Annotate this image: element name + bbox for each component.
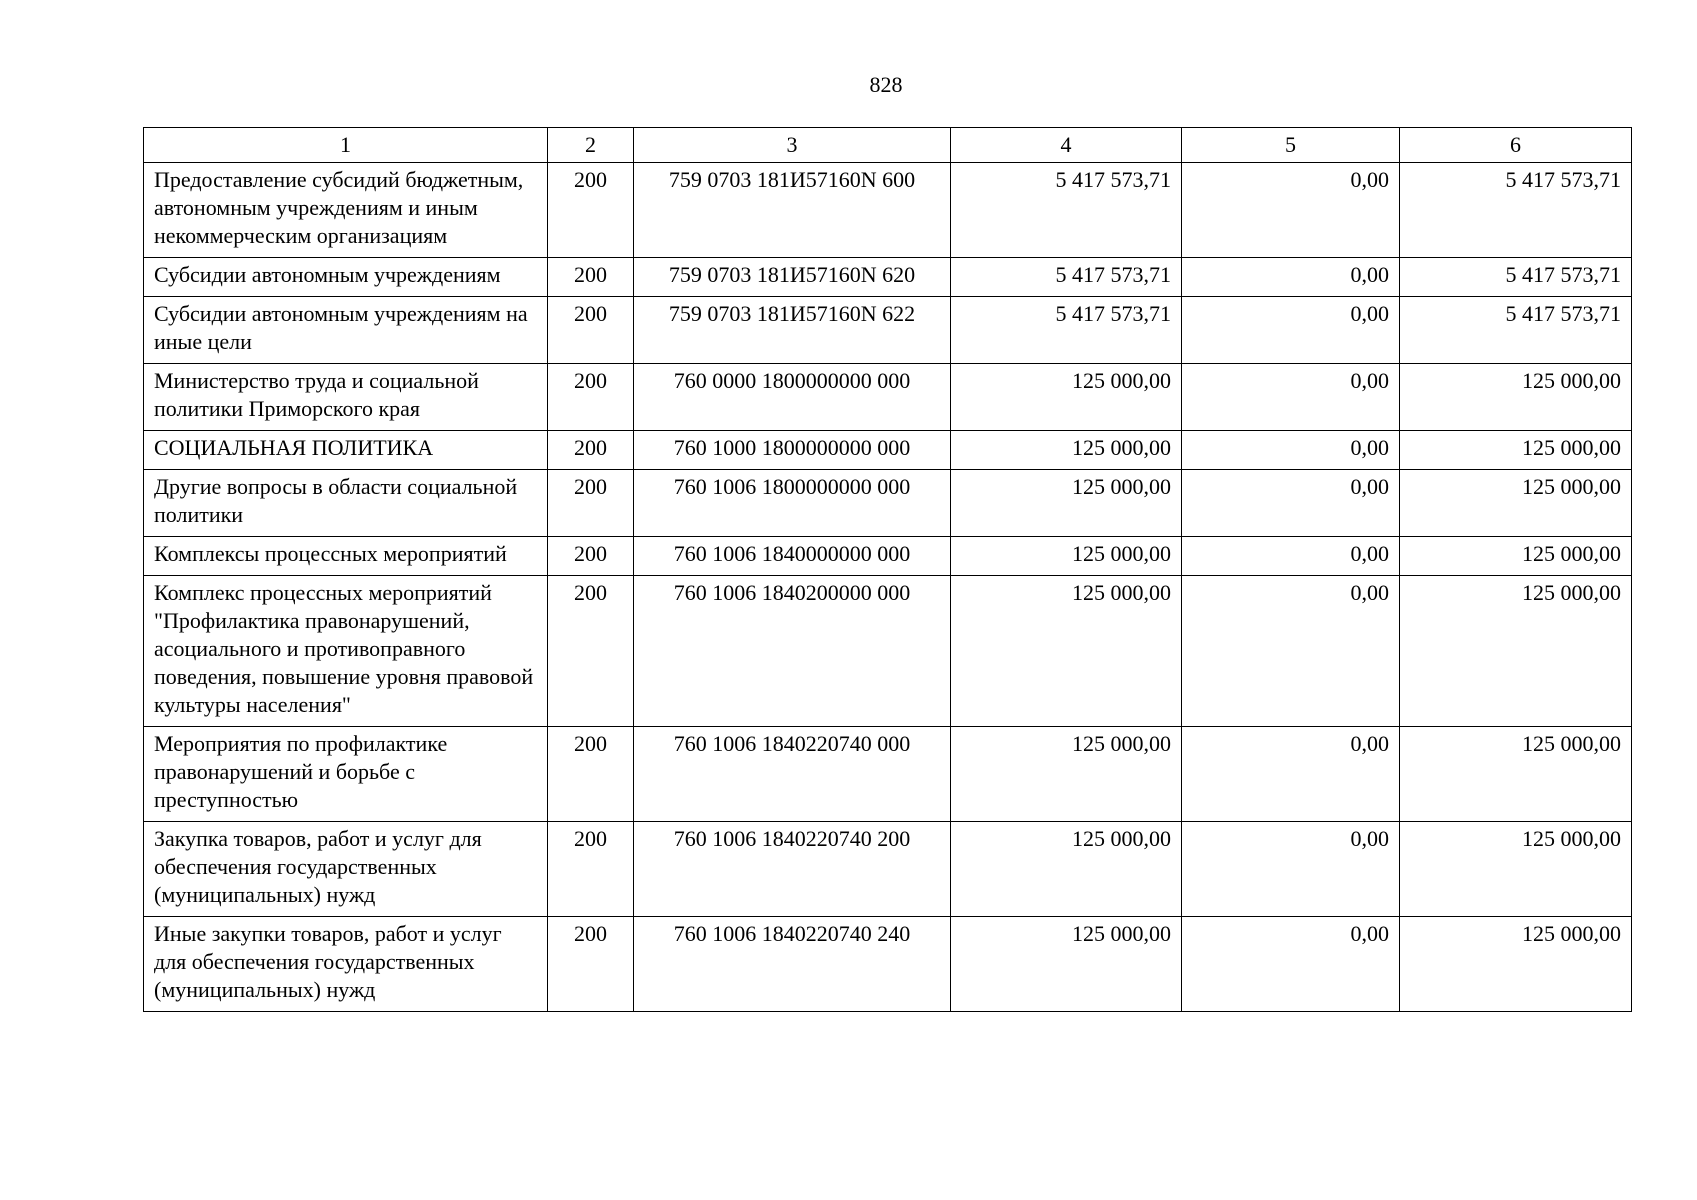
column-header: 5 [1182,128,1400,163]
row-value-6: 125 000,00 [1400,576,1632,727]
row-code: 200 [548,727,634,822]
row-name: Предоставление субсидий бюджетным, автономным учреждениям и иным некоммерческим организациям [144,163,548,258]
row-value-5: 0,00 [1182,727,1400,822]
row-name: Закупка товаров, работ и услуг для обеспечения государственных (муниципальных) нужд [144,822,548,917]
row-value-6: 125 000,00 [1400,537,1632,576]
row-code: 200 [548,431,634,470]
header-row [144,128,1632,163]
row-name: Иные закупки товаров, работ и услуг для обеспечения государственных (муниципальных) нужд [144,917,548,1012]
row-value-6: 125 000,00 [1400,431,1632,470]
row-value-5: 0,00 [1182,163,1400,258]
row-classification-code: 760 1006 1800000000 000 [634,470,951,537]
row-value-5: 0,00 [1182,297,1400,364]
row-value-4: 125 000,00 [951,917,1182,1012]
row-value-6: 5 417 573,71 [1400,163,1632,258]
table-row [144,537,1632,576]
table-row [144,297,1632,364]
row-code: 200 [548,822,634,917]
row-value-6: 125 000,00 [1400,470,1632,537]
row-classification-code: 760 1006 1840220740 240 [634,917,951,1012]
row-code: 200 [548,537,634,576]
row-name: Министерство труда и социальной политики Приморского края [144,364,548,431]
row-value-5: 0,00 [1182,258,1400,297]
row-value-5: 0,00 [1182,576,1400,727]
row-value-4: 125 000,00 [951,576,1182,727]
row-value-4: 125 000,00 [951,364,1182,431]
row-code: 200 [548,364,634,431]
row-classification-code: 760 1000 1800000000 000 [634,431,951,470]
row-classification-code: 760 1006 1840000000 000 [634,537,951,576]
row-value-4: 125 000,00 [951,431,1182,470]
row-value-5: 0,00 [1182,917,1400,1012]
row-classification-code: 760 1006 1840200000 000 [634,576,951,727]
row-value-5: 0,00 [1182,537,1400,576]
row-value-6: 5 417 573,71 [1400,297,1632,364]
row-value-4: 5 417 573,71 [951,297,1182,364]
row-code: 200 [548,258,634,297]
row-classification-code: 759 0703 181И57160N 620 [634,258,951,297]
row-classification-code: 760 1006 1840220740 000 [634,727,951,822]
row-classification-code: 759 0703 181И57160N 600 [634,163,951,258]
row-name: СОЦИАЛЬНАЯ ПОЛИТИКА [144,431,548,470]
row-code: 200 [548,163,634,258]
row-classification-code: 760 0000 1800000000 000 [634,364,951,431]
table-row [144,258,1632,297]
row-name: Комплекс процессных мероприятий "Профилактика правонарушений, асоциального и противоправного поведения, повышение уровня правовой культуры населения" [144,576,548,727]
row-value-6: 125 000,00 [1400,822,1632,917]
row-value-4: 125 000,00 [951,822,1182,917]
row-value-5: 0,00 [1182,470,1400,537]
row-value-6: 125 000,00 [1400,917,1632,1012]
table-row [144,364,1632,431]
row-value-4: 125 000,00 [951,727,1182,822]
row-code: 200 [548,576,634,727]
row-classification-code: 759 0703 181И57160N 622 [634,297,951,364]
table-row [144,163,1632,258]
table-row [144,470,1632,537]
column-header: 3 [634,128,951,163]
page-number: 828 [869,72,903,97]
row-name: Субсидии автономным учреждениям на иные цели [144,297,548,364]
row-value-4: 125 000,00 [951,537,1182,576]
row-classification-code: 760 1006 1840220740 200 [634,822,951,917]
column-header: 4 [951,128,1182,163]
row-name: Мероприятия по профилактике правонарушений и борьбе с преступностью [144,727,548,822]
row-value-5: 0,00 [1182,431,1400,470]
row-value-5: 0,00 [1182,364,1400,431]
row-value-6: 125 000,00 [1400,727,1632,822]
row-value-4: 125 000,00 [951,470,1182,537]
table-row [144,917,1632,1012]
row-name: Другие вопросы в области социальной политики [144,470,548,537]
row-value-4: 5 417 573,71 [951,258,1182,297]
row-value-4: 5 417 573,71 [951,163,1182,258]
row-name: Комплексы процессных мероприятий [144,537,548,576]
row-value-5: 0,00 [1182,822,1400,917]
column-header: 1 [144,128,548,163]
row-value-6: 5 417 573,71 [1400,258,1632,297]
row-name: Субсидии автономным учреждениям [144,258,548,297]
table-row [144,822,1632,917]
column-header: 2 [548,128,634,163]
budget-table [143,127,1632,1012]
row-code: 200 [548,470,634,537]
row-code: 200 [548,297,634,364]
table-row [144,576,1632,727]
column-header: 6 [1400,128,1632,163]
row-value-6: 125 000,00 [1400,364,1632,431]
table-row [144,431,1632,470]
table-row [144,727,1632,822]
row-code: 200 [548,917,634,1012]
